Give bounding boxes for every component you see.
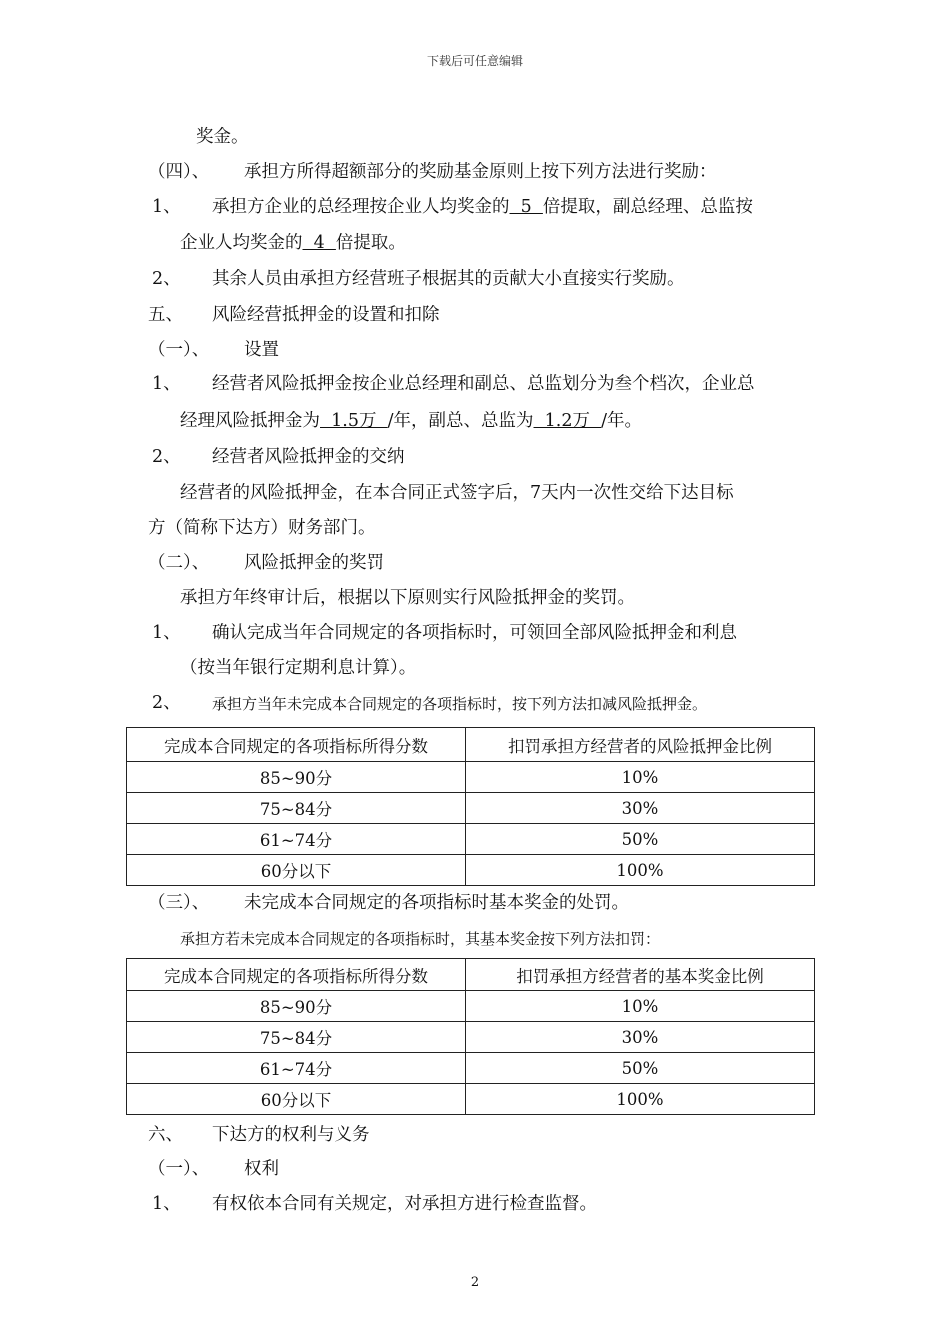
- table-cell: 85~90分: [127, 762, 466, 793]
- section-number: （四）、: [148, 162, 210, 182]
- text-span: /年，副总、总监为: [387, 411, 534, 431]
- table-cell: 100%: [466, 1084, 815, 1115]
- text-line: 承担方年终审计后，根据以下原则实行风险抵押金的奖罚。: [180, 588, 635, 608]
- section-number: （一）、: [148, 1159, 210, 1179]
- table-row: [127, 824, 815, 855]
- section-number: 五、: [148, 305, 183, 325]
- item-number: 1、: [152, 197, 181, 217]
- text-span: 承担方企业的总经理按企业人均奖金的: [212, 197, 510, 217]
- table-cell: 60分以下: [127, 1084, 466, 1115]
- table-row: [127, 1053, 815, 1084]
- section-number: （一）、: [148, 340, 210, 360]
- text-line: 其余人员由承担方经营班子根据其的贡献大小直接实行奖励。: [212, 269, 685, 289]
- table-row: [127, 991, 815, 1022]
- item-number: 2、: [152, 693, 181, 713]
- text-line: 承担方当年未完成本合同规定的各项指标时，按下列方法扣减风险抵押金。: [212, 695, 708, 713]
- section-number: （二）、: [148, 553, 210, 573]
- item-number: 1、: [152, 374, 181, 394]
- table-cell: 10%: [466, 991, 815, 1022]
- table-cell: 61~74分: [127, 824, 466, 855]
- table-row: [127, 762, 815, 793]
- section-heading: 设置: [244, 340, 279, 360]
- underlined-value: 5: [509, 197, 543, 217]
- page-number: 2: [470, 1275, 480, 1290]
- table-cell: 100%: [466, 855, 815, 886]
- table-cell: 75~84分: [127, 1022, 466, 1053]
- page-header: 下载后可任意编辑: [426, 54, 523, 68]
- text-line: （按当年银行定期利息计算）。: [180, 658, 417, 678]
- penalty-table-deposit: [126, 727, 815, 886]
- table-header-cell: 扣罚承担方经营者的风险抵押金比例: [466, 728, 815, 762]
- penalty-table-bonus: [126, 958, 815, 1115]
- text-line: 有权依本合同有关规定，对承担方进行检查监督。: [212, 1194, 597, 1214]
- text-span: /年。: [601, 411, 642, 431]
- table-cell: 61~74分: [127, 1053, 466, 1084]
- underlined-value: 4: [302, 233, 336, 253]
- text-line: 经营者的风险抵押金，在本合同正式签字后，7天内一次性交给下达目标: [180, 483, 734, 503]
- item-number: 2、: [152, 447, 181, 467]
- table-row: [127, 793, 815, 824]
- table-row: [127, 1022, 815, 1053]
- text-line: 确认完成当年合同规定的各项指标时，可领回全部风险抵押金和利息: [212, 623, 737, 643]
- table-cell: 30%: [466, 793, 815, 824]
- text-line: 奖金。: [196, 127, 249, 147]
- section-heading: 下达方的权利与义务: [212, 1125, 370, 1145]
- table-cell: 30%: [466, 1022, 815, 1053]
- table-header-cell: 完成本合同规定的各项指标所得分数: [127, 728, 466, 762]
- section-heading: 权利: [244, 1159, 279, 1179]
- text-span: 经理风险抵押金为: [180, 411, 320, 431]
- underlined-value: 1.5万: [320, 411, 388, 431]
- underlined-value: 1.2万: [533, 411, 602, 431]
- item-number: 2、: [152, 269, 181, 289]
- text-line: [180, 231, 406, 255]
- table-row: [127, 855, 815, 886]
- text-line: 承担方若未完成本合同规定的各项指标时，其基本奖金按下列方法扣罚：: [180, 930, 661, 948]
- table-cell: 10%: [466, 762, 815, 793]
- text-line: 经营者风险抵押金的交纳: [212, 447, 405, 467]
- table-cell: 60分以下: [127, 855, 466, 886]
- text-line: [180, 409, 642, 433]
- section-heading: 承担方所得超额部分的奖励基金原则上按下列方法进行奖励：: [244, 162, 717, 182]
- item-number: 1、: [152, 623, 181, 643]
- item-number: 1、: [152, 1194, 181, 1214]
- table-header-row: [127, 728, 815, 762]
- section-heading: 风险经营抵押金的设置和扣除: [212, 305, 440, 325]
- section-heading: 风险抵押金的奖罚: [244, 553, 384, 573]
- text-span: 企业人均奖金的: [180, 233, 303, 253]
- table-row: [127, 1084, 815, 1115]
- text-line: 经营者风险抵押金按企业总经理和副总、总监划分为叁个档次，企业总: [212, 374, 755, 394]
- table-header-row: [127, 959, 815, 991]
- table-cell: 85~90分: [127, 991, 466, 1022]
- section-heading: 未完成本合同规定的各项指标时基本奖金的处罚。: [244, 893, 629, 913]
- table-cell: 50%: [466, 824, 815, 855]
- table-header-cell: 扣罚承担方经营者的基本奖金比例: [466, 959, 815, 991]
- text-line: 方（简称下达方）财务部门。: [148, 518, 376, 538]
- text-span: 倍提取，副总经理、总监按: [542, 197, 753, 217]
- table-cell: 50%: [466, 1053, 815, 1084]
- section-number: （三）、: [148, 893, 210, 913]
- text-line: [212, 195, 753, 219]
- section-number: 六、: [148, 1125, 183, 1145]
- table-header-cell: 完成本合同规定的各项指标所得分数: [127, 959, 466, 991]
- table-cell: 75~84分: [127, 793, 466, 824]
- text-span: 倍提取。: [335, 233, 406, 253]
